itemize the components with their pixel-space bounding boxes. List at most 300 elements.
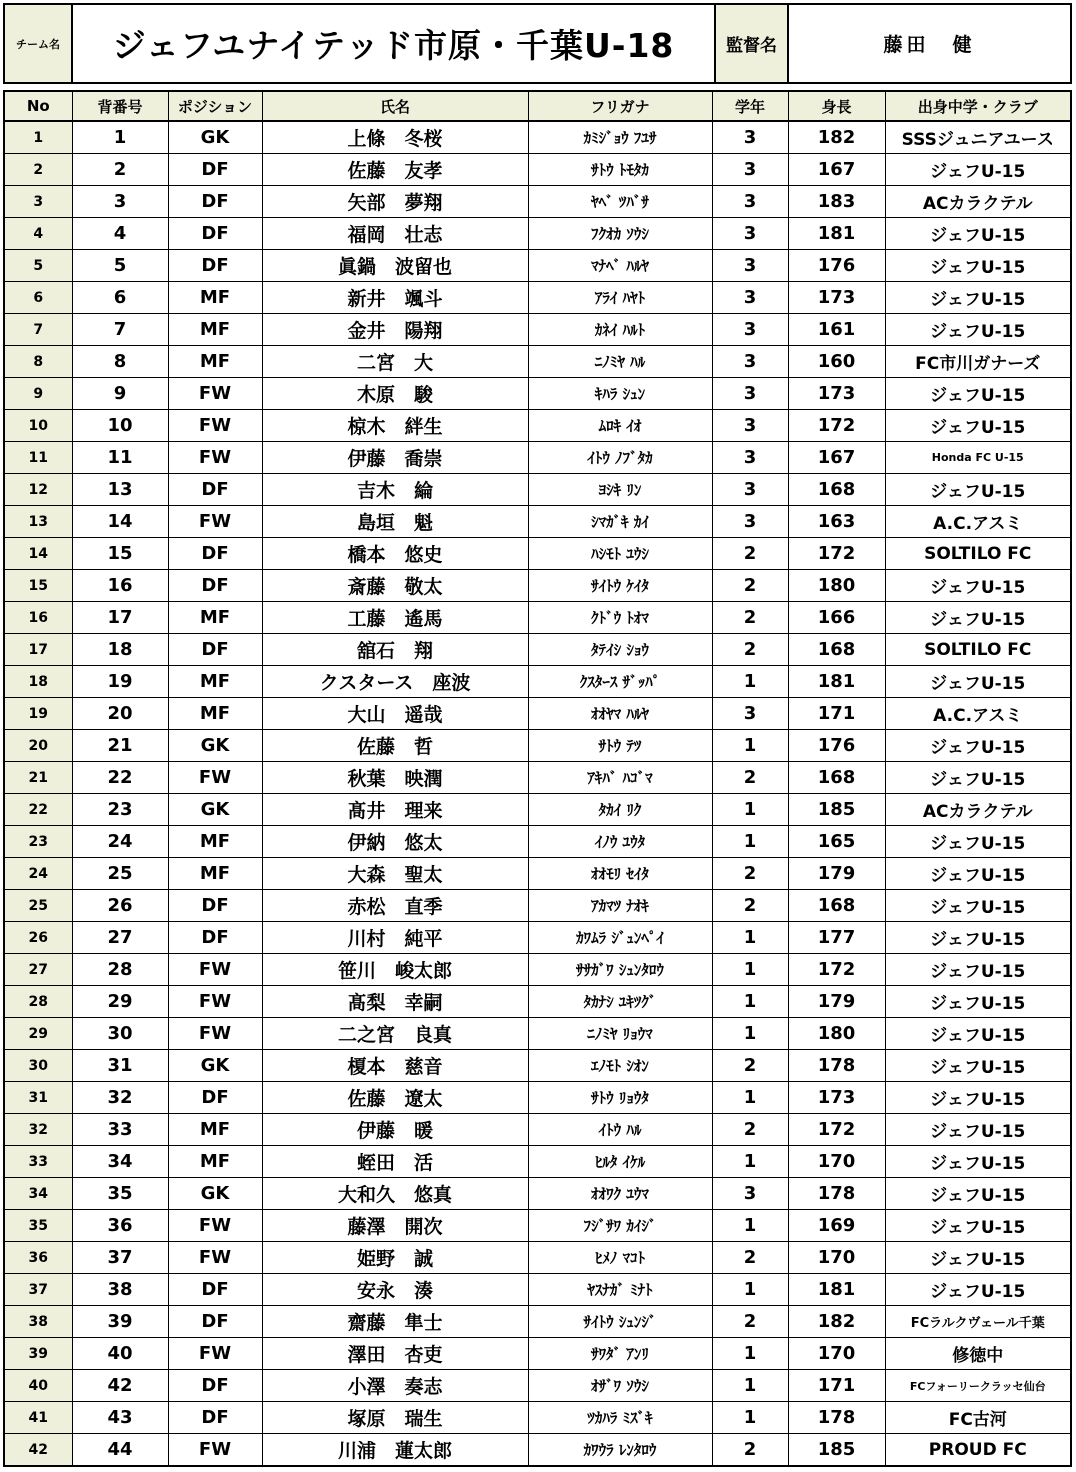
player-height: 179: [788, 858, 885, 890]
player-position: MF: [168, 858, 262, 890]
player-name: 大山 遥哉: [262, 698, 528, 730]
player-kana: ﾑﾛｷ ｲｵ: [528, 410, 712, 442]
player-no: 14: [4, 538, 72, 570]
player-name: 矢部 夢翔: [262, 186, 528, 218]
player-no: 15: [4, 570, 72, 602]
player-kana: ﾊｼﾓﾄ ﾕｳｼ: [528, 538, 712, 570]
player-kana: ｻﾄｳ ﾘｮｳﾀ: [528, 1082, 712, 1114]
player-club: ジェフU-15: [885, 1178, 1071, 1210]
player-club: ACカラクテル: [885, 794, 1071, 826]
player-position: GK: [168, 121, 262, 154]
player-number: 26: [72, 890, 168, 922]
table-row: [4, 922, 1071, 954]
player-grade: 3: [712, 1178, 788, 1210]
player-name: 舘石 翔: [262, 634, 528, 666]
player-position: FW: [168, 378, 262, 410]
player-club: ジェフU-15: [885, 1210, 1071, 1242]
player-club: ジェフU-15: [885, 474, 1071, 506]
player-club: ジェフU-15: [885, 282, 1071, 314]
player-height: 179: [788, 986, 885, 1018]
table-row: [4, 1338, 1071, 1370]
player-kana: ｱﾗｲ ﾊﾔﾄ: [528, 282, 712, 314]
table-row: [4, 954, 1071, 986]
player-grade: 1: [712, 954, 788, 986]
player-number: 32: [72, 1082, 168, 1114]
player-grade: 1: [712, 1146, 788, 1178]
player-no: 23: [4, 826, 72, 858]
player-number: 9: [72, 378, 168, 410]
player-kana: ｻﾜﾀﾞ ｱﾝﾘ: [528, 1338, 712, 1370]
player-number: 36: [72, 1210, 168, 1242]
player-height: 181: [788, 218, 885, 250]
player-grade: 1: [712, 1338, 788, 1370]
player-grade: 1: [712, 666, 788, 698]
player-number: 6: [72, 282, 168, 314]
player-club: ジェフU-15: [885, 1114, 1071, 1146]
player-name: 髙井 理来: [262, 794, 528, 826]
player-club: ジェフU-15: [885, 218, 1071, 250]
coach-label: 監督名: [715, 4, 788, 83]
player-no: 6: [4, 282, 72, 314]
col-header-name: 氏名: [262, 91, 528, 121]
player-position: FW: [168, 1338, 262, 1370]
player-club: ジェフU-15: [885, 858, 1071, 890]
player-grade: 3: [712, 442, 788, 474]
player-number: 30: [72, 1018, 168, 1050]
table-row: [4, 1402, 1071, 1434]
player-name: 上條 冬桜: [262, 121, 528, 154]
player-name: 伊藤 喬崇: [262, 442, 528, 474]
player-position: DF: [168, 922, 262, 954]
player-height: 170: [788, 1242, 885, 1274]
player-name: 金井 陽翔: [262, 314, 528, 346]
player-no: 3: [4, 186, 72, 218]
player-club: FCラルクヴェール千葉: [885, 1306, 1071, 1338]
player-club: 修徳中: [885, 1338, 1071, 1370]
player-club: SSSジュニアユース: [885, 121, 1071, 154]
player-no: 8: [4, 346, 72, 378]
player-kana: ﾌｼﾞｻﾜ ｶｲｼﾞ: [528, 1210, 712, 1242]
player-position: MF: [168, 346, 262, 378]
player-kana: ﾏﾅﾍﾞ ﾊﾙﾔ: [528, 250, 712, 282]
player-number: 40: [72, 1338, 168, 1370]
player-position: FW: [168, 1242, 262, 1274]
player-name: 秋葉 映潤: [262, 762, 528, 794]
player-no: 35: [4, 1210, 72, 1242]
player-name: 大和久 悠真: [262, 1178, 528, 1210]
player-no: 40: [4, 1370, 72, 1402]
table-row: [4, 378, 1071, 410]
player-height: 180: [788, 1018, 885, 1050]
player-height: 165: [788, 826, 885, 858]
player-kana: ﾋﾙﾀ ｲｹﾙ: [528, 1146, 712, 1178]
player-no: 1: [4, 121, 72, 154]
player-number: 35: [72, 1178, 168, 1210]
player-height: 167: [788, 154, 885, 186]
player-kana: ﾀｶｲ ﾘｸ: [528, 794, 712, 826]
player-height: 173: [788, 378, 885, 410]
player-kana: ﾂｶﾊﾗ ﾐｽﾞｷ: [528, 1402, 712, 1434]
table-row: [4, 1178, 1071, 1210]
player-position: FW: [168, 1210, 262, 1242]
player-number: 11: [72, 442, 168, 474]
player-name: 赤松 直季: [262, 890, 528, 922]
player-position: MF: [168, 602, 262, 634]
player-no: 22: [4, 794, 72, 826]
player-height: 180: [788, 570, 885, 602]
player-kana: ﾀｶﾅｼ ﾕｷﾂｸﾞ: [528, 986, 712, 1018]
player-position: FW: [168, 410, 262, 442]
player-height: 181: [788, 1274, 885, 1306]
player-name: 新井 颯斗: [262, 282, 528, 314]
table-row: [4, 218, 1071, 250]
player-kana: ﾔﾍﾞ ﾂﾊﾞｻ: [528, 186, 712, 218]
player-name: 佐藤 遼太: [262, 1082, 528, 1114]
player-grade: 3: [712, 250, 788, 282]
col-header-number: 背番号: [72, 91, 168, 121]
player-name: 藤澤 開次: [262, 1210, 528, 1242]
player-kana: ｲﾄｳ ﾉﾌﾞﾀｶ: [528, 442, 712, 474]
player-no: 36: [4, 1242, 72, 1274]
player-height: 181: [788, 666, 885, 698]
table-row: [4, 1082, 1071, 1114]
player-height: 163: [788, 506, 885, 538]
player-club: ジェフU-15: [885, 986, 1071, 1018]
player-height: 176: [788, 250, 885, 282]
table-row: [4, 474, 1071, 506]
player-no: 2: [4, 154, 72, 186]
player-kana: ｻﾄｳ ﾃﾂ: [528, 730, 712, 762]
player-number: 7: [72, 314, 168, 346]
player-name: クスタース 座波: [262, 666, 528, 698]
player-height: 173: [788, 282, 885, 314]
player-kana: ｶﾈｲ ﾊﾙﾄ: [528, 314, 712, 346]
player-number: 31: [72, 1050, 168, 1082]
player-height: 171: [788, 1370, 885, 1402]
player-kana: ｱｶﾏﾂ ﾅｵｷ: [528, 890, 712, 922]
player-no: 41: [4, 1402, 72, 1434]
player-number: 19: [72, 666, 168, 698]
player-no: 18: [4, 666, 72, 698]
player-club: FCフォーリークラッセ仙台: [885, 1370, 1071, 1402]
table-row: [4, 410, 1071, 442]
player-position: FW: [168, 986, 262, 1018]
player-height: 166: [788, 602, 885, 634]
player-no: 39: [4, 1338, 72, 1370]
player-position: MF: [168, 1146, 262, 1178]
player-club: ジェフU-15: [885, 602, 1071, 634]
player-grade: 3: [712, 218, 788, 250]
player-height: 185: [788, 1434, 885, 1467]
player-height: 169: [788, 1210, 885, 1242]
player-club: ジェフU-15: [885, 1146, 1071, 1178]
table-row: [4, 666, 1071, 698]
player-grade: 1: [712, 986, 788, 1018]
player-position: DF: [168, 186, 262, 218]
player-no: 11: [4, 442, 72, 474]
player-no: 37: [4, 1274, 72, 1306]
table-row: [4, 986, 1071, 1018]
player-grade: 3: [712, 186, 788, 218]
player-position: GK: [168, 1050, 262, 1082]
player-position: DF: [168, 890, 262, 922]
player-position: FW: [168, 506, 262, 538]
player-no: 38: [4, 1306, 72, 1338]
player-name: 小澤 奏志: [262, 1370, 528, 1402]
table-row: [4, 634, 1071, 666]
player-club: PROUD FC: [885, 1434, 1071, 1467]
player-height: 178: [788, 1402, 885, 1434]
player-height: 168: [788, 890, 885, 922]
player-grade: 1: [712, 826, 788, 858]
table-row: [4, 1018, 1071, 1050]
table-row: [4, 538, 1071, 570]
player-name: 眞鍋 波留也: [262, 250, 528, 282]
player-kana: ｵｵﾓﾘ ｾｲﾀ: [528, 858, 712, 890]
player-height: 172: [788, 1114, 885, 1146]
player-position: DF: [168, 1402, 262, 1434]
player-number: 43: [72, 1402, 168, 1434]
player-height: 168: [788, 634, 885, 666]
player-kana: ｴﾉﾓﾄ ｼｵﾝ: [528, 1050, 712, 1082]
player-kana: ｵｵﾜｸ ﾕｳﾏ: [528, 1178, 712, 1210]
player-height: 178: [788, 1050, 885, 1082]
player-height: 177: [788, 922, 885, 954]
player-name: 椋木 絆生: [262, 410, 528, 442]
player-position: GK: [168, 794, 262, 826]
team-label: チーム名: [4, 4, 72, 83]
player-name: 大森 聖太: [262, 858, 528, 890]
player-no: 9: [4, 378, 72, 410]
player-position: DF: [168, 250, 262, 282]
table-row: [4, 314, 1071, 346]
player-number: 1: [72, 121, 168, 154]
table-row: [4, 1370, 1071, 1402]
player-number: 38: [72, 1274, 168, 1306]
player-kana: ｷﾊﾗ ｼｭﾝ: [528, 378, 712, 410]
player-no: 7: [4, 314, 72, 346]
player-name: 二宮 大: [262, 346, 528, 378]
player-grade: 2: [712, 1050, 788, 1082]
player-club: ジェフU-15: [885, 154, 1071, 186]
player-grade: 3: [712, 121, 788, 154]
player-name: 木原 駿: [262, 378, 528, 410]
player-no: 27: [4, 954, 72, 986]
table-row: [4, 570, 1071, 602]
player-kana: ｻｲﾄｳ ｼｭﾝｼﾞ: [528, 1306, 712, 1338]
player-club: ジェフU-15: [885, 570, 1071, 602]
player-height: 183: [788, 186, 885, 218]
player-number: 16: [72, 570, 168, 602]
table-row: [4, 1242, 1071, 1274]
player-number: 8: [72, 346, 168, 378]
table-row: [4, 1114, 1071, 1146]
player-height: 160: [788, 346, 885, 378]
player-number: 39: [72, 1306, 168, 1338]
player-kana: ｻｻｶﾞﾜ ｼｭﾝﾀﾛｳ: [528, 954, 712, 986]
player-position: MF: [168, 282, 262, 314]
player-club: ACカラクテル: [885, 186, 1071, 218]
player-number: 5: [72, 250, 168, 282]
table-row: [4, 186, 1071, 218]
player-grade: 3: [712, 378, 788, 410]
player-name: 塚原 瑞生: [262, 1402, 528, 1434]
player-height: 171: [788, 698, 885, 730]
player-name: 斎藤 敬太: [262, 570, 528, 602]
table-row: [4, 442, 1071, 474]
player-kana: ｸｽﾀｰｽ ｻﾞｯﾊﾟ: [528, 666, 712, 698]
player-grade: 1: [712, 1402, 788, 1434]
player-kana: ｶﾜﾑﾗ ｼﾞｭﾝﾍﾟｲ: [528, 922, 712, 954]
player-number: 29: [72, 986, 168, 1018]
player-no: 17: [4, 634, 72, 666]
player-height: 167: [788, 442, 885, 474]
player-name: 吉木 綸: [262, 474, 528, 506]
player-position: DF: [168, 1370, 262, 1402]
player-kana: ﾆﾉﾐﾔ ﾊﾙ: [528, 346, 712, 378]
player-kana: ｵｻﾞﾜ ｿｳｼ: [528, 1370, 712, 1402]
player-no: 19: [4, 698, 72, 730]
player-club: FC古河: [885, 1402, 1071, 1434]
table-row: [4, 890, 1071, 922]
player-club: ジェフU-15: [885, 1050, 1071, 1082]
player-grade: 1: [712, 1274, 788, 1306]
player-club: A.C.アスミ: [885, 506, 1071, 538]
player-position: MF: [168, 826, 262, 858]
team-name: ジェフユナイテッド市原・千葉U-18: [72, 4, 715, 83]
player-name: 工藤 遙馬: [262, 602, 528, 634]
player-club: ジェフU-15: [885, 666, 1071, 698]
player-club: ジェフU-15: [885, 1242, 1071, 1274]
player-club: ジェフU-15: [885, 314, 1071, 346]
player-position: DF: [168, 474, 262, 506]
player-position: DF: [168, 154, 262, 186]
player-position: FW: [168, 1018, 262, 1050]
player-kana: ｵｵﾔﾏ ﾊﾙﾔ: [528, 698, 712, 730]
table-row: [4, 794, 1071, 826]
col-header-height: 身長: [788, 91, 885, 121]
player-position: DF: [168, 1274, 262, 1306]
table-row: [4, 762, 1071, 794]
player-grade: 2: [712, 1242, 788, 1274]
player-height: 161: [788, 314, 885, 346]
player-name: 安永 湊: [262, 1274, 528, 1306]
player-height: 173: [788, 1082, 885, 1114]
player-height: 182: [788, 121, 885, 154]
player-grade: 3: [712, 698, 788, 730]
table-row: [4, 858, 1071, 890]
player-club: ジェフU-15: [885, 250, 1071, 282]
player-club: ジェフU-15: [885, 826, 1071, 858]
player-grade: 1: [712, 1018, 788, 1050]
player-position: FW: [168, 442, 262, 474]
table-row: [4, 121, 1071, 154]
player-grade: 1: [712, 1082, 788, 1114]
player-number: 22: [72, 762, 168, 794]
roster-body: [4, 121, 1071, 1466]
player-position: DF: [168, 570, 262, 602]
player-club: ジェフU-15: [885, 954, 1071, 986]
player-kana: ﾀﾃｲｼ ｼｮｳ: [528, 634, 712, 666]
player-position: MF: [168, 314, 262, 346]
table-row: [4, 698, 1071, 730]
player-grade: 1: [712, 1370, 788, 1402]
player-number: 24: [72, 826, 168, 858]
player-name: 佐藤 友孝: [262, 154, 528, 186]
player-number: 2: [72, 154, 168, 186]
col-header-kana: フリガナ: [528, 91, 712, 121]
player-no: 42: [4, 1434, 72, 1467]
player-number: 20: [72, 698, 168, 730]
player-height: 170: [788, 1338, 885, 1370]
player-name: 島垣 魁: [262, 506, 528, 538]
player-name: 福岡 壮志: [262, 218, 528, 250]
player-club: ジェフU-15: [885, 378, 1071, 410]
player-club: ジェフU-15: [885, 762, 1071, 794]
col-header-grade: 学年: [712, 91, 788, 121]
player-height: 172: [788, 410, 885, 442]
player-grade: 2: [712, 890, 788, 922]
player-grade: 3: [712, 410, 788, 442]
player-no: 30: [4, 1050, 72, 1082]
player-club: ジェフU-15: [885, 1018, 1071, 1050]
player-kana: ｸﾄﾞｳ ﾄｵﾏ: [528, 602, 712, 634]
player-kana: ﾔｽﾅｶﾞ ﾐﾅﾄ: [528, 1274, 712, 1306]
player-number: 44: [72, 1434, 168, 1467]
player-no: 26: [4, 922, 72, 954]
player-club: SOLTILO FC: [885, 538, 1071, 570]
player-position: DF: [168, 1306, 262, 1338]
player-number: 28: [72, 954, 168, 986]
player-no: 4: [4, 218, 72, 250]
player-club: ジェフU-15: [885, 890, 1071, 922]
player-kana: ｻﾄｳ ﾄﾓﾀｶ: [528, 154, 712, 186]
player-number: 17: [72, 602, 168, 634]
player-grade: 3: [712, 282, 788, 314]
player-no: 34: [4, 1178, 72, 1210]
player-club: ジェフU-15: [885, 922, 1071, 954]
table-row: [4, 282, 1071, 314]
table-row: [4, 1210, 1071, 1242]
player-height: 176: [788, 730, 885, 762]
player-grade: 2: [712, 1306, 788, 1338]
player-club: A.C.アスミ: [885, 698, 1071, 730]
player-no: 25: [4, 890, 72, 922]
table-row: [4, 1146, 1071, 1178]
table-row: [4, 826, 1071, 858]
player-club: SOLTILO FC: [885, 634, 1071, 666]
player-height: 168: [788, 762, 885, 794]
player-grade: 3: [712, 154, 788, 186]
player-name: 姫野 誠: [262, 1242, 528, 1274]
player-grade: 1: [712, 730, 788, 762]
player-position: MF: [168, 1114, 262, 1146]
player-number: 33: [72, 1114, 168, 1146]
player-no: 31: [4, 1082, 72, 1114]
player-position: MF: [168, 666, 262, 698]
player-grade: 2: [712, 538, 788, 570]
player-kana: ｻｲﾄｳ ｹｲﾀ: [528, 570, 712, 602]
player-grade: 1: [712, 794, 788, 826]
player-kana: ﾖｼｷ ﾘﾝ: [528, 474, 712, 506]
player-grade: 1: [712, 922, 788, 954]
table-row: [4, 154, 1071, 186]
player-position: FW: [168, 762, 262, 794]
player-number: 18: [72, 634, 168, 666]
player-no: 12: [4, 474, 72, 506]
player-height: 172: [788, 954, 885, 986]
player-number: 15: [72, 538, 168, 570]
